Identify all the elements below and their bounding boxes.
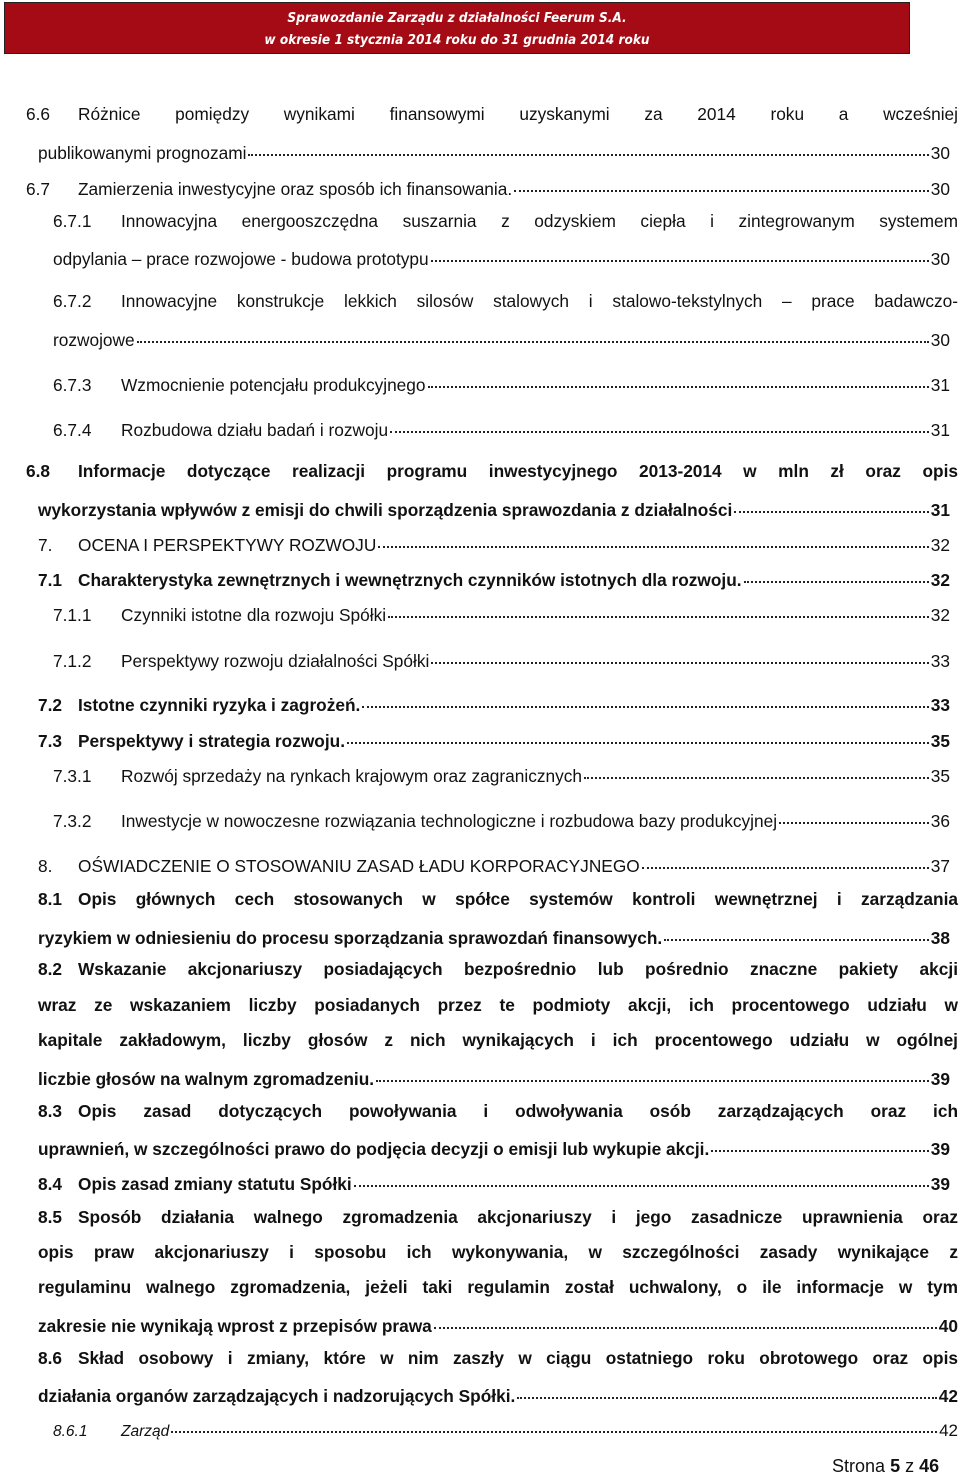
dot-leader: [347, 725, 929, 744]
toc-page: 30: [930, 143, 950, 164]
toc-page: 31: [930, 375, 950, 396]
toc-title: wraz ze wskazaniem liczby posiadanych przez te podmioty akcji, ich procentowego udziału w: [38, 995, 958, 1015]
dot-leader: [137, 324, 929, 343]
toc-entry-6-7[interactable]: [26, 176, 950, 200]
toc-title: OŚWIADCZENIE O STOSOWANIU ZASAD ŁADU KORPORACYJNEGO: [78, 856, 640, 877]
toc-title: liczbie głosów na walnym zgromadzeniu.: [38, 1069, 375, 1090]
header-period: w okresie 1 stycznia 2014 roku do 31 grudnia 2014 roku: [264, 32, 650, 48]
toc-title: zakresie nie wynikają wprost z przepisów prawa: [38, 1316, 432, 1337]
toc-title: Opis głównych cech stosowanych w spółce systemów kontroli wewnętrznej i zarządzania: [78, 889, 958, 909]
toc-number: 8.5: [38, 1207, 63, 1227]
toc-entry-8-3-line2[interactable]: [38, 1136, 950, 1160]
toc-number: 7.3.2: [53, 811, 92, 832]
toc-entry-7-1-1[interactable]: [53, 602, 950, 626]
toc-title: kapitale zakładowym, liczby głosów z nich wynikających i ich procentowego udziału w ogólnej: [38, 1030, 958, 1050]
toc-entry-6-7-1-line1[interactable]: [53, 211, 958, 232]
toc-page: 36: [930, 811, 950, 832]
dot-leader: [711, 1133, 929, 1152]
toc-entry-7-1[interactable]: [38, 567, 950, 591]
toc-entry-8-5-line3[interactable]: [38, 1277, 958, 1298]
toc-title: Innowacyjna energooszczędna suszarnia z odzyskiem ciepła i zintegrowanym systemem: [121, 211, 958, 231]
toc-page: 33: [930, 695, 950, 716]
toc-title: Charakterystyka zewnętrznych i wewnętrznych czynników istotnych dla rozwoju.: [78, 570, 742, 591]
dot-leader: [779, 805, 929, 824]
toc-title: Istotne czynniki ryzyka i zagrożeń.: [78, 695, 361, 716]
toc-entry-7-3-1[interactable]: [53, 763, 950, 787]
toc-number: 7.3: [38, 731, 63, 752]
toc-entry-8-2-line3[interactable]: [38, 1030, 958, 1051]
toc-title: Różnice pomiędzy wynikami finansowymi uzyskanymi za 2014 roku a wcześniej: [78, 104, 958, 124]
toc-title: Wzmocnienie potencjału produkcyjnego: [121, 375, 426, 396]
toc-title: opis praw akcjonariuszy i sposobu ich wykonywania, w szczególności zasady wynikające z: [38, 1242, 958, 1262]
toc-entry-8-4[interactable]: [38, 1171, 950, 1195]
toc-entry-6-6-line2[interactable]: [38, 140, 950, 164]
toc-title: rozwojowe: [53, 330, 135, 351]
toc-page: 31: [930, 420, 950, 441]
toc-title: Perspektywy i strategia rozwoju.: [78, 731, 345, 752]
toc-page: 32: [930, 570, 950, 591]
toc-title: ryzykiem w odniesieniu do procesu sporządzania sprawozdań finansowych.: [38, 928, 663, 949]
toc-entry-8-5-line2[interactable]: [38, 1242, 958, 1263]
dot-leader: [248, 137, 928, 156]
toc-entry-6-7-2-line2[interactable]: [53, 327, 950, 351]
toc-page: 33: [930, 651, 950, 672]
toc-entry-8-2-line4[interactable]: [38, 1066, 950, 1090]
toc-page: 30: [930, 330, 950, 351]
toc-title: wykorzystania wpływów z emisji do chwili sporządzenia sprawozdania z działalności: [38, 500, 733, 521]
toc-entry-7-3-2[interactable]: [53, 808, 950, 832]
toc-page: 39: [930, 1174, 950, 1195]
footer-current-page: 5: [890, 1456, 901, 1476]
toc-page: 42: [939, 1420, 958, 1440]
toc-title: Opis zasad dotyczących powoływania i odwoływania osób zarządzających oraz ich: [78, 1101, 958, 1121]
toc-page: 31: [930, 500, 950, 521]
toc-page: 32: [930, 605, 950, 626]
toc-entry-8-5-line4[interactable]: [38, 1313, 958, 1337]
toc-number: 7.2: [38, 695, 63, 716]
dot-leader: [354, 1168, 929, 1187]
toc-title: Innowacyjne konstrukcje lekkich silosów stalowych i stalowo-tekstylnych – prace badawczo-: [121, 291, 958, 311]
toc-entry-8-6-line1[interactable]: [38, 1348, 958, 1369]
toc-title: Opis zasad zmiany statutu Spółki: [78, 1174, 352, 1195]
toc-title: Zarząd: [121, 1422, 170, 1440]
toc-number: 6.8: [26, 461, 51, 481]
toc-title: OCENA I PERSPEKTYWY ROZWOJU: [78, 535, 377, 556]
footer-total-pages: 46: [919, 1456, 940, 1476]
toc-title: Zamierzenia inwestycyjne oraz sposób ich finansowania.: [78, 179, 513, 200]
toc-page: 39: [930, 1069, 950, 1090]
toc-entry-6-7-4[interactable]: [53, 417, 950, 441]
dot-leader: [734, 494, 928, 513]
toc-entry-8-2-line2[interactable]: [38, 995, 958, 1016]
toc-entry-7-1-2[interactable]: [53, 648, 950, 672]
dot-leader: [664, 922, 929, 941]
toc-page: 32: [930, 535, 950, 556]
dot-leader: [171, 1415, 937, 1433]
dot-leader: [584, 760, 929, 779]
toc-number: 8.1: [38, 889, 63, 909]
toc-entry-7-2[interactable]: [38, 692, 950, 716]
toc-number: 6.7.1: [53, 211, 92, 231]
toc-title: Rozwój sprzedaży na rynkach krajowym oraz zagranicznych: [121, 766, 583, 787]
toc-entry-7-3[interactable]: [38, 728, 950, 752]
dot-leader: [744, 564, 929, 583]
toc-entry-8-6-line2[interactable]: [38, 1383, 958, 1407]
dot-leader: [376, 1063, 929, 1082]
toc-entry-8-1-line1[interactable]: [38, 889, 958, 910]
toc-title: Czynniki istotne dla rozwoju Spółki: [121, 605, 387, 626]
toc-number: 7.1.2: [53, 651, 92, 672]
toc-title: Skład osobowy i zmiany, które w nim zaszły w ciągu ostatniego roku obrotowego oraz opis: [78, 1348, 958, 1368]
toc-title: Wskazanie akcjonariuszy posiadających bezpośrednio lub pośrednio znaczne pakiety akcji: [78, 959, 958, 979]
dot-leader: [431, 645, 928, 664]
toc-entry-6-6-line1[interactable]: [26, 104, 958, 125]
toc-entry-8-2-line1[interactable]: [38, 959, 958, 980]
toc-number: 8.2: [38, 959, 63, 979]
toc-entry-7[interactable]: [38, 532, 950, 556]
toc-page: 38: [930, 928, 950, 949]
footer-separator: z: [905, 1456, 915, 1476]
toc-page: 35: [930, 731, 950, 752]
dot-leader: [517, 1380, 936, 1399]
dot-leader: [378, 529, 928, 548]
toc-entry-8-5-line1[interactable]: [38, 1207, 958, 1228]
dot-leader: [434, 1310, 937, 1329]
dot-leader: [428, 369, 929, 388]
toc-number: 7.: [38, 535, 53, 556]
toc-number: 8.4: [38, 1174, 63, 1195]
toc-page: 35: [930, 766, 950, 787]
toc-number: 6.7.4: [53, 420, 92, 441]
dot-leader: [431, 243, 929, 262]
toc-title: Perspektywy rozwoju działalności Spółki: [121, 651, 430, 672]
toc-page: 30: [930, 179, 950, 200]
toc-number: 6.7.2: [53, 291, 92, 311]
toc-number: 8.6: [38, 1348, 63, 1368]
toc-number: 6.7: [26, 179, 51, 200]
toc-title: działania organów zarządzających i nadzorujących Spółki.: [38, 1386, 516, 1407]
toc-number: 8.: [38, 856, 53, 877]
footer-label: Strona: [832, 1456, 886, 1476]
toc-title: odpylania – prace rozwojowe - budowa prototypu: [53, 249, 429, 270]
toc-title: Inwestycje w nowoczesne rozwiązania technologiczne i rozbudowa bazy produkcyjnej: [121, 811, 778, 832]
dot-leader: [514, 173, 929, 192]
toc-title: Informacje dotyczące realizacji programu inwestycyjnego 2013-2014 w mln zł oraz opis: [78, 461, 958, 481]
header-title: Sprawozdanie Zarządu z działalności Feerum S.A.: [287, 10, 627, 26]
dot-leader: [388, 599, 929, 618]
toc-number: 7.3.1: [53, 766, 92, 787]
toc-title: Rozbudowa działu badań i rozwoju: [121, 420, 389, 441]
page-number-footer: [832, 1456, 939, 1477]
toc-entry-8-6-1[interactable]: [53, 1418, 958, 1441]
toc-entry-8-3-line1[interactable]: [38, 1101, 958, 1122]
dot-leader: [390, 414, 929, 433]
toc-number: 8.3: [38, 1101, 63, 1121]
toc-title: regulaminu walnego zgromadzenia, jeżeli taki regulamin został uchwalony, o ile informacje w tym: [38, 1277, 958, 1297]
toc-entry-6-7-1-line2[interactable]: [53, 246, 950, 270]
toc-page: 37: [930, 856, 950, 877]
toc-entry-6-8-line1[interactable]: [26, 461, 958, 482]
toc-page: 42: [938, 1386, 958, 1407]
toc-entry-8-1-line2[interactable]: [38, 925, 950, 949]
dot-leader: [642, 850, 929, 869]
toc-page: 30: [930, 249, 950, 270]
toc-number: 6.7.3: [53, 375, 92, 396]
toc-entry-8[interactable]: [38, 853, 950, 877]
toc-entry-6-7-3[interactable]: [53, 372, 950, 396]
toc-entry-6-8-line2[interactable]: [38, 497, 950, 521]
dot-leader: [362, 689, 928, 708]
toc-title: Sposób działania walnego zgromadzenia akcjonariuszy i jego zasadnicze uprawnienia oraz: [78, 1207, 958, 1227]
toc-entry-6-7-2-line1[interactable]: [53, 291, 958, 312]
toc-number: 6.6: [26, 104, 51, 124]
toc-title: publikowanymi prognozami: [38, 143, 247, 164]
toc-number: 7.1.1: [53, 605, 92, 626]
toc-title: uprawnień, w szczególności prawo do podjęcia decyzji o emisji lub wykupie akcji.: [38, 1139, 710, 1160]
toc-page: 39: [930, 1139, 950, 1160]
toc-number: 8.6.1: [53, 1422, 88, 1440]
toc-number: 7.1: [38, 570, 63, 591]
toc-page: 40: [938, 1316, 958, 1337]
